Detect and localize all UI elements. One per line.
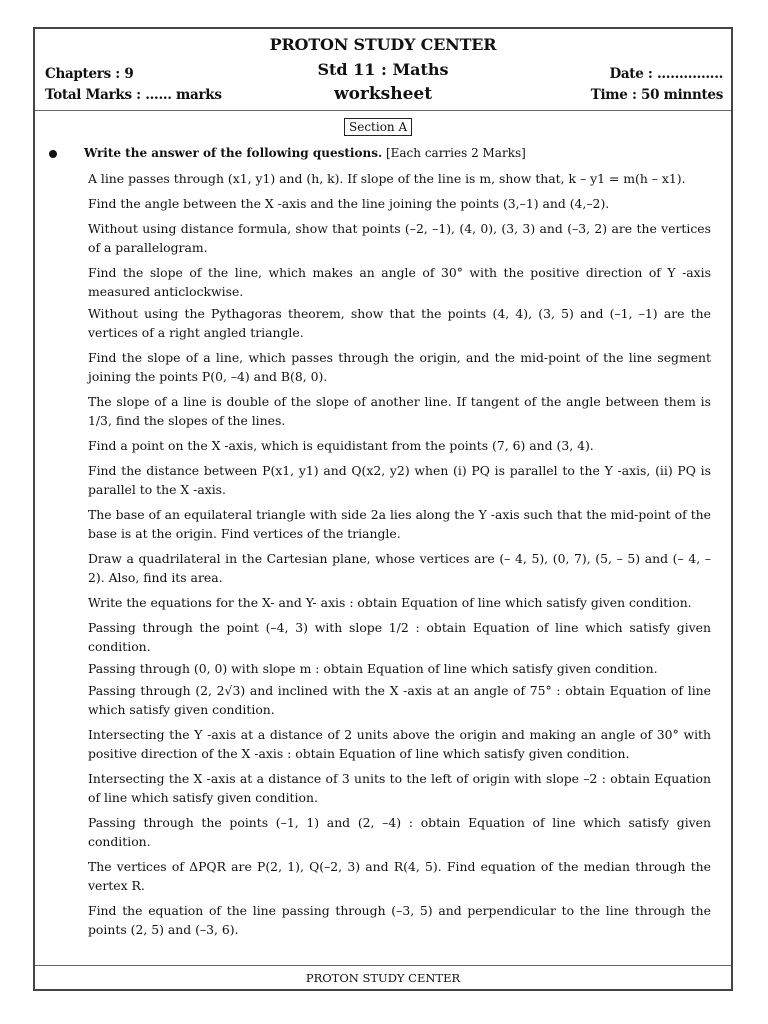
- question-item: The slope of a line is double of the slope of another line. If tangent of the angle between them is 1/3, find the slopes of the lines.: [88, 394, 711, 428]
- question-item: Passing through (0, 0) with slope m : obtain Equation of line which satisfy given condition.: [88, 661, 658, 676]
- instruction: [84, 146, 526, 160]
- header-divider: [35, 110, 731, 111]
- question-item: Find the equation of the line passing through (–3, 5) and perpendicular to the line through the points (2, 5) and (–3, 6).: [88, 903, 711, 937]
- instruction-bold: Write the answer of the following questions.: [84, 146, 383, 160]
- worksheet-label: worksheet: [333, 84, 433, 104]
- question-item: Find the slope of the line, which makes an angle of 30° with the positive direction of Y -axis measured anticlockwise.: [88, 265, 711, 299]
- chapters-label: Chapters : 9: [45, 66, 134, 82]
- question-item: The vertices of ΔPQR are P(2, 1), Q(–2, 3) and R(4, 5). Find equation of the median through the vertex R.: [88, 859, 711, 893]
- question-item: Find the distance between P(x1, y1) and Q(x2, y2) when (i) PQ is parallel to the Y -axis, (ii) PQ is parallel to the X -axis.: [88, 463, 711, 497]
- question-item: Passing through (2, 2√3) and inclined with the X -axis at an angle of 75° : obtain Equation of line which satisfy given condition.: [88, 683, 711, 717]
- question-item: A line passes through (x1, y1) and (h, k). If slope of the line is m, show that, k – y1 = m(h – x1).: [88, 171, 686, 186]
- question-item: Find the slope of a line, which passes through the origin, and the mid-point of the line segment joining the points P(0, –4) and B(8, 0).: [88, 350, 711, 384]
- footer-text: PROTON STUDY CENTER: [305, 971, 461, 985]
- footer-divider: [35, 965, 731, 966]
- center-title: PROTON STUDY CENTER: [269, 35, 497, 54]
- question-item: The base of an equilateral triangle with side 2a lies along the Y -axis such that the mid-point of the base is at the origin. Find vertices of the triangle.: [88, 507, 711, 541]
- total-marks-label: Total Marks : ...... marks: [45, 87, 222, 103]
- question-item: Passing through the points (–1, 1) and (2, –4) : obtain Equation of line which satisfy given condition.: [88, 815, 711, 849]
- section-heading: Section A: [344, 118, 412, 136]
- question-item: Without using distance formula, show that points (–2, –1), (4, 0), (3, 3) and (–3, 2) are the vertices of a parallelogram.: [88, 221, 711, 255]
- question-item: Find a point on the X -axis, which is equidistant from the points (7, 6) and (3, 4).: [88, 438, 594, 453]
- time-label: Time : 50 minntes: [590, 87, 723, 103]
- question-item: Passing through the point (–4, 3) with slope 1/2 : obtain Equation of line which satisfy given condition.: [88, 620, 711, 654]
- bullet-icon: [49, 150, 57, 158]
- question-item: Draw a quadrilateral in the Cartesian plane, whose vertices are (– 4, 5), (0, 7), (5, – 5) and (– 4, –2). Also, find its area.: [88, 551, 711, 585]
- question-item: Without using the Pythagoras theorem, show that the points (4, 4), (3, 5) and (–1, –1) are the vertices of a right angled triangle.: [88, 306, 711, 340]
- question-item: Intersecting the Y -axis at a distance of 2 units above the origin and making an angle of 30° with positive direction of the X -axis : obtain Equation of line which satisfy given condition.: [88, 727, 711, 761]
- instruction-marks: [Each carries 2 Marks]: [382, 146, 526, 160]
- question-item: Find the angle between the X -axis and the line joining the points (3,–1) and (4,–2).: [88, 196, 610, 211]
- question-item: Write the equations for the X- and Y- axis : obtain Equation of line which satisfy given condition.: [88, 595, 692, 610]
- question-item: Intersecting the X -axis at a distance of 3 units to the left of origin with slope –2 : obtain Equation of line which satisfy given condition.: [88, 771, 711, 805]
- date-label: Date : ...............: [609, 66, 723, 82]
- question-list: [88, 169, 711, 945]
- standard-subject: Std 11 : Maths: [317, 60, 449, 79]
- worksheet-frame: [33, 27, 733, 991]
